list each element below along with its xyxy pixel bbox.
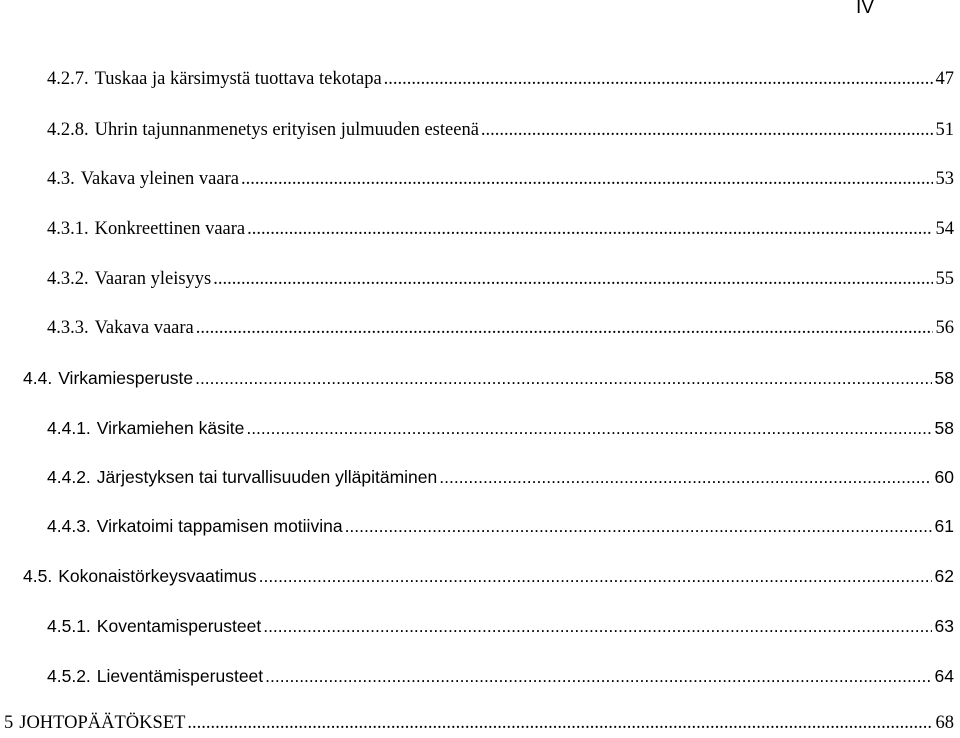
- toc-dot-leader: [481, 115, 933, 145]
- toc-entry[interactable]: [47, 164, 954, 194]
- toc-entry-title: JOHTOPÄÄTÖKSET: [19, 713, 186, 733]
- toc-entry-page: 61: [934, 516, 954, 536]
- toc-entry-page: 51: [935, 120, 954, 140]
- toc-entry-title: Konkreettinen vaara: [94, 219, 246, 239]
- toc-entry-page: 62: [934, 566, 954, 586]
- toc-entry-number: 4.4.: [23, 368, 53, 388]
- toc-entry-title: Vakava vaara: [94, 318, 194, 338]
- toc-dot-leader: [263, 611, 931, 641]
- toc-entry[interactable]: [47, 115, 954, 145]
- toc-entry-title: Järjestyksen tai turvallisuuden ylläpitäminen: [96, 467, 438, 487]
- toc-entry-page: 56: [935, 318, 954, 338]
- toc-dot-leader: [246, 413, 931, 443]
- toc-entry[interactable]: [47, 611, 954, 641]
- toc-entry-number: 4.5.: [23, 566, 53, 586]
- toc-entry-number: 4.4.1.: [47, 418, 91, 438]
- toc-entry[interactable]: [47, 264, 954, 294]
- toc-entry-title: Virkatoimi tappamisen motiivina: [96, 516, 343, 536]
- page-number: IV: [856, 0, 874, 18]
- toc-entry-number: 4.3.1.: [47, 219, 89, 239]
- toc-entry-title: Lieventämisperusteet: [96, 666, 264, 686]
- toc-entry-title: Virkamiehen käsite: [96, 418, 245, 438]
- toc-entry-page: 55: [935, 269, 954, 289]
- toc-entry-number: 4.3.2.: [47, 269, 89, 289]
- toc-entry-number: 4.4.2.: [47, 467, 91, 487]
- toc-entry-page: 64: [934, 666, 954, 686]
- toc-entry-page: 68: [935, 713, 954, 733]
- toc-entry[interactable]: [4, 708, 954, 738]
- toc-entry-page: 47: [935, 69, 954, 89]
- toc-dot-leader: [345, 511, 932, 541]
- toc-entry[interactable]: [47, 462, 954, 492]
- toc-entry-title: Kokonaistörkeysvaatimus: [58, 566, 257, 586]
- toc-dot-leader: [247, 214, 932, 244]
- toc-entry-page: 53: [935, 169, 954, 189]
- toc-dot-leader: [195, 363, 931, 393]
- toc-entry-number: 4.3.: [47, 169, 75, 189]
- toc-entry[interactable]: [47, 313, 954, 343]
- toc-entry-page: 60: [934, 467, 954, 487]
- toc-entry[interactable]: [23, 363, 954, 393]
- toc-entry-page: 58: [934, 368, 954, 388]
- toc-entry[interactable]: [47, 511, 954, 541]
- toc-dot-leader: [439, 462, 931, 492]
- toc-entry[interactable]: [47, 413, 954, 443]
- toc-dot-leader: [259, 561, 932, 591]
- toc-entry-title: Tuskaa ja kärsimystä tuottava tekotapa: [94, 69, 382, 89]
- toc-entry-number: 4.2.8.: [47, 120, 89, 140]
- toc-dot-leader: [265, 661, 931, 691]
- toc-entry-number: 5: [4, 713, 14, 733]
- toc-entry[interactable]: [47, 214, 954, 244]
- toc-entry[interactable]: [23, 561, 954, 591]
- toc-entry[interactable]: [47, 661, 954, 691]
- toc-entry-title: Vakava yleinen vaara: [80, 169, 239, 189]
- toc-entry-page: 54: [935, 219, 954, 239]
- toc-entry-page: 58: [934, 418, 954, 438]
- toc-dot-leader: [241, 164, 933, 194]
- toc-entry-title: Vaaran yleisyys: [94, 269, 212, 289]
- toc-entry-title: Koventamisperusteet: [96, 616, 262, 636]
- toc-dot-leader: [384, 64, 933, 94]
- toc-entry-number: 4.4.3.: [47, 516, 91, 536]
- toc-entry-number: 4.2.7.: [47, 69, 89, 89]
- toc-dot-leader: [213, 264, 932, 294]
- toc-dot-leader: [196, 313, 933, 343]
- toc-entry-title: Virkamiesperuste: [58, 368, 194, 388]
- toc-entry-number: 4.5.2.: [47, 666, 91, 686]
- toc-entry-number: 4.3.3.: [47, 318, 89, 338]
- toc-dot-leader: [187, 708, 932, 738]
- toc-entry-page: 63: [934, 616, 954, 636]
- toc-entry[interactable]: [47, 64, 954, 94]
- toc-entry-number: 4.5.1.: [47, 616, 91, 636]
- toc-entry-title: Uhrin tajunnanmenetys erityisen julmuuden esteenä: [94, 120, 479, 140]
